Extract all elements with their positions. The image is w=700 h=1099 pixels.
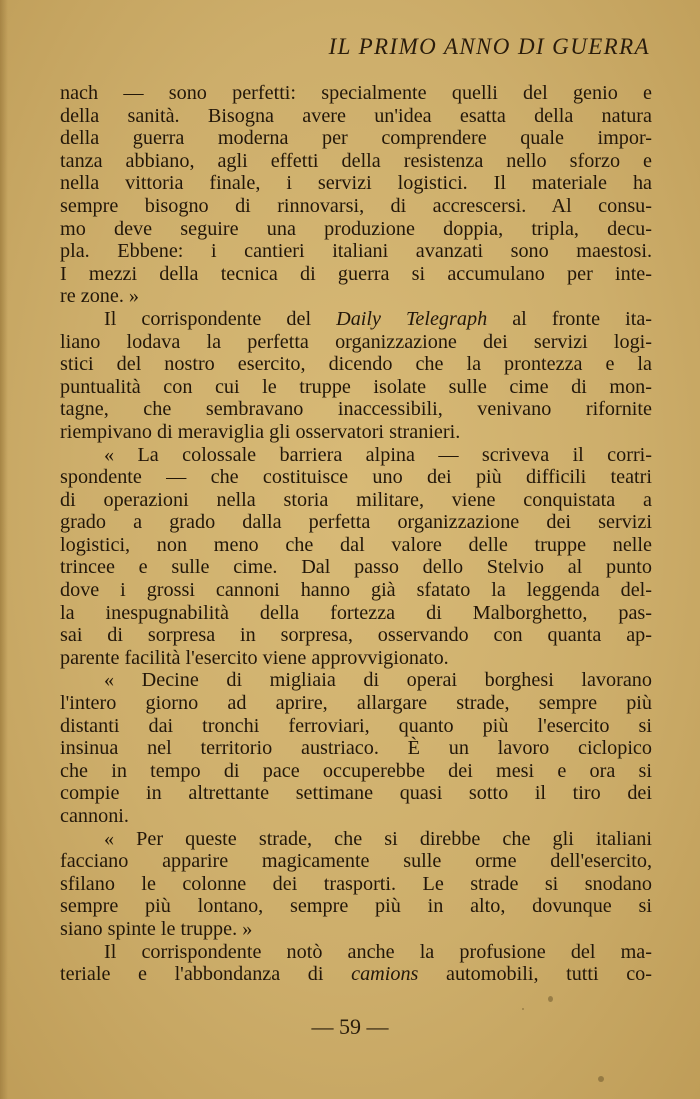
text-line: re zone. » [60,285,140,308]
text-line: che in tempo di pace occuperebbe dei mesi e ora si [60,759,652,782]
page-left-edge [0,0,8,1099]
text-line: spondente — che costituisce uno dei più difficili teatri [60,466,652,489]
page-number: — 59 — [311,1014,389,1039]
text-line: stici del nostro esercito, dicendo che la prontezza e la [60,353,652,376]
text-line: sempre bisogno di rinnovarsi, di accrescersi. Al consu- [60,194,652,217]
text-line: « Decine di migliaia di operai borghesi lavorano [104,669,652,692]
paragraph [60,669,652,827]
text-line: nella vittoria finale, i servizi logistici. Il materiale ha [60,172,652,195]
text-line: pla. Ebbene: i cantieri italiani avanzati sono maestosi. [60,240,652,263]
text-line: dove i grossi cannoni hanno già sfatato la leggenda del- [60,579,652,602]
text-line: puntualità con cui le truppe isolate sulle cime di mon- [60,375,652,398]
text-run: teriale e l'abbondanza di [60,963,352,986]
text-line: la inespugnabilità della fortezza di Malborghetto, pas- [60,601,652,624]
text-line: liano lodava la perfetta organizzazione dei servizi logi- [60,330,652,353]
text-line: facciano apparire magicamente sulle orme dell'esercito, [60,850,652,873]
text-line: siano spinte le truppe. » [60,917,253,940]
paragraph [60,444,652,670]
text-line: tagne, che sembravano inaccessibili, venivano rifornite [60,398,652,421]
text-line: sempre più lontano, sempre più in alto, dovunque si [60,895,652,918]
text-line: della guerra moderna per comprendere quale impor- [60,127,652,150]
running-head: IL PRIMO ANNO DI GUERRA [328,34,650,59]
text-line: compie in altrettante settimane quasi sotto il tiro dei [60,782,652,805]
paper-speck [522,1008,524,1010]
text-line: insinua nel territorio austriaco. È un lavoro ciclopico [60,737,652,760]
text-line: « Per queste strade, che si direbbe che gli italiani [104,827,652,850]
text-line: trincee e sulle cime. Dal passo dello Stelvio al punto [60,556,652,579]
paragraph [60,941,652,986]
text-line: I mezzi della tecnica di guerra si accumulano per inte- [60,262,652,285]
text-line: cannoni. [60,805,129,827]
text-line: Il corrispondente notò anche la profusione del ma- [104,940,652,963]
text-line: della sanità. Bisogna avere un'idea esatta della natura [60,104,652,127]
italic-word: camions [351,963,419,986]
paper-speck [548,996,553,1002]
text-line [60,963,652,986]
paragraph [60,308,652,444]
paper-speck [598,1076,604,1082]
text-line: tanza abbiano, agli effetti della resistenza nello sforzo e [60,149,652,172]
text-line: parente facilità l'esercito viene approvvigionato. [60,646,449,669]
body-text [60,82,652,986]
text-line: riempivano di meraviglia gli osservatori stranieri. [60,420,461,443]
text-line: logistici, non meno che dal valore delle truppe nelle [60,533,652,556]
text-run: al fronte ita- [487,307,653,330]
text-line: grado a grado dalla perfetta organizzazione dei servizi [60,511,652,534]
text-run: Il corrispondente del [104,307,337,330]
text-line: « La colossale barriera alpina — scriveva il corri- [104,443,652,466]
newspaper-title: Daily Telegraph [336,307,488,330]
paragraph [60,828,652,941]
text-line [60,308,652,331]
text-line: mo deve seguire una produzione doppia, tripla, decu- [60,217,652,240]
text-line: nach — sono perfetti: specialmente quelli del genio e [60,82,652,104]
text-line: sai di sorpresa in sorpresa, osservando con quanta ap- [60,624,652,647]
text-line: di operazioni nella storia militare, viene conquistata a [60,488,652,511]
text-run: automobili, tutti co- [418,963,652,986]
paragraph [60,82,652,308]
text-line: distanti dai tronchi ferroviari, quanto più l'esercito si [60,714,652,737]
text-line: l'intero giorno ad aprire, allargare strade, sempre più [60,692,652,715]
text-line: sfilano le colonne dei trasporti. Le strade si snodano [60,872,652,895]
